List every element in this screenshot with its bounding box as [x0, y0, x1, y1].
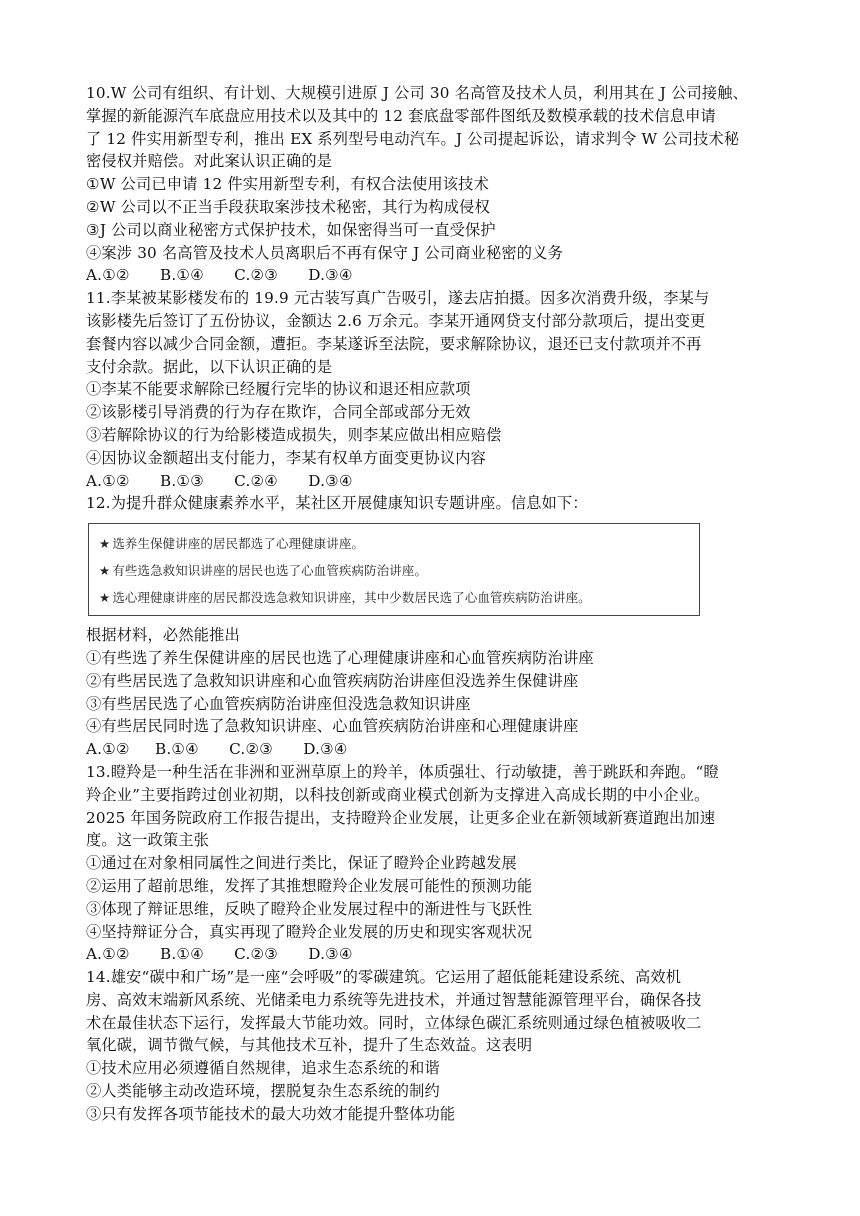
- statement-item: ③体现了辩证思维，反映了瞪羚企业发展过程中的渐进性与飞跃性: [86, 899, 533, 918]
- info-box-line: [99, 557, 689, 584]
- info-box-text: 选养生保健讲座的居民都选了心理健康讲座。: [112, 536, 365, 552]
- info-box-text: 选心理健康讲座的居民都没选急救知识讲座，其中少数居民选了心血管疾病防治讲座。: [112, 590, 591, 606]
- question-10: [86, 82, 786, 287]
- question-13: [86, 761, 786, 966]
- question-14: [86, 966, 786, 1126]
- question-stem-line: 度。这一政策主张: [86, 831, 210, 850]
- answer-options: A.①② B.①④ C.②③ D.③④: [86, 266, 353, 285]
- question-stem-line: 套餐内容以减少合同金额，遭拒。李某遂诉至法院，要求解除协议，退还已支付款项并不再: [86, 334, 702, 353]
- statement-item: ②该影楼引导消费的行为存在欺诈，合同全部或部分无效: [86, 403, 471, 422]
- question-stem-line: 11.李某被某影楼发布的 19.9 元古装写真广告吸引，遂去店拍摄。因多次消费升级，李某与: [86, 289, 710, 308]
- statement-item: ③J 公司以商业秘密方式保护技术，如保密得当可一直受保护: [86, 220, 496, 239]
- statement-item: ④有些居民同时选了急救知识讲座、心血管疾病防治讲座和心理健康讲座: [86, 717, 579, 736]
- question-12: [86, 492, 786, 761]
- question-stem-line: 2025 年国务院政府工作报告提出，支持瞪羚企业发展，让更多企业在新领域新赛道跑出加速: [86, 808, 716, 827]
- question-stem-line: 密侵权并赔偿。对此案认识正确的是: [86, 152, 333, 171]
- statement-item: ④案涉 30 名高管及技术人员离职后不再有保守 J 公司商业秘密的义务: [86, 243, 563, 262]
- answer-options: A.①② B.①④ C.②③ D.③④: [86, 740, 348, 759]
- question-stem-line: 该影楼先后签订了五份协议，金额达 2.6 万余元。李某开通网贷支付部分款项后，提出变更: [86, 311, 706, 330]
- question-stem-line: 术在最佳状态下运行，发挥最大节能功效。同时，立体绿色碳汇系统则通过绿色植被吸收二: [86, 1013, 702, 1032]
- question-stem-line: 羚企业”主要指跨过创业初期，以科技创新或商业模式创新为支撑进入高成长期的中小企业。: [86, 785, 710, 804]
- question-stem-line: 13.瞪羚是一种生活在非洲和亚洲草原上的羚羊，体质强壮、行动敏捷，善于跳跃和奔跑。“瞪: [86, 762, 719, 781]
- statement-item: ③若解除协议的行为给影楼造成损失，则李某应做出相应赔偿: [86, 425, 502, 444]
- answer-options: A.①② B.①④ C.②③ D.③④: [86, 945, 353, 964]
- question-11: [86, 287, 786, 492]
- question-stem-line: 了 12 件实用新型专利，推出 EX 系列型号电动汽车。J 公司提起诉讼，请求判令 W 公司技术秘: [86, 129, 740, 148]
- info-box-line: [99, 584, 689, 611]
- statement-item: ①通过在对象相同属性之间进行类比，保证了瞪羚企业跨越发展: [86, 854, 517, 873]
- info-box: [88, 523, 700, 616]
- statement-item: ②运用了超前思维，发挥了其推想瞪羚企业发展可能性的预测功能: [86, 876, 533, 895]
- question-stem-line: 房、高效末端新风系统、光储柔电力系统等先进技术，并通过智慧能源管理平台，确保各技: [86, 990, 702, 1009]
- statement-item: ②人类能够主动改造环境，摆脱复杂生态系统的制约: [86, 1082, 440, 1101]
- statement-item: ①有些选了养生保健讲座的居民也选了心理健康讲座和心血管疾病防治讲座: [86, 648, 594, 667]
- statement-item: ④坚持辩证分合，真实再现了瞪羚企业发展的历史和现实客观状况: [86, 922, 533, 941]
- question-stem-line: 支付余款。据此，以下认识正确的是: [86, 357, 333, 376]
- statement-item: ①李某不能要求解除已经履行完毕的协议和退还相应款项: [86, 380, 471, 399]
- star-icon: ★: [99, 563, 111, 579]
- exam-page: [86, 82, 786, 1126]
- statement-item: ③只有发挥各项节能技术的最大功效才能提升整体功能: [86, 1104, 456, 1123]
- question-stem-line: 12.为提升群众健康素养水平，某社区开展健康知识专题讲座。信息如下：: [86, 494, 588, 513]
- question-stem-line: 掌握的新能源汽车底盘应用技术以及其中的 12 套底盘零部件图纸及数模承载的技术信息申请: [86, 106, 716, 125]
- info-box-text: 有些选急救知识讲座的居民也选了心血管疾病防治讲座。: [112, 563, 428, 579]
- answer-options: A.①② B.①③ C.②④ D.③④: [86, 471, 353, 490]
- statement-item: ④因协议金额超出支付能力，李某有权单方面变更协议内容: [86, 448, 487, 467]
- star-icon: ★: [99, 590, 111, 606]
- statement-item: ①W 公司已申请 12 件实用新型专利，有权合法使用该技术: [86, 175, 489, 194]
- statement-item: ③有些居民选了心血管疾病防治讲座但没选急救知识讲座: [86, 694, 471, 713]
- question-stem-line: 氧化碳，调节微气候，与其他技术互补，提升了生态效益。这表明: [86, 1036, 533, 1055]
- question-lead: 根据材料，必然能推出: [86, 626, 240, 645]
- question-stem-line: 14.雄安“碳中和广场”是一座“会呼吸”的零碳建筑。它运用了超低能耗建设系统、高效机: [86, 968, 682, 987]
- question-stem-line: 10.W 公司有组织、有计划、大规模引进原 J 公司 30 名高管及技术人员，利用其在 J 公司接触、: [86, 84, 749, 102]
- info-box-line: [99, 530, 689, 557]
- statement-item: ①技术应用必须遵循自然规律，追求生态系统的和谐: [86, 1059, 440, 1078]
- star-icon: ★: [99, 536, 111, 552]
- statement-item: ②W 公司以不正当手段获取案涉技术秘密，其行为构成侵权: [86, 197, 490, 216]
- statement-item: ②有些居民选了急救知识讲座和心血管疾病防治讲座但没选养生保健讲座: [86, 671, 579, 690]
